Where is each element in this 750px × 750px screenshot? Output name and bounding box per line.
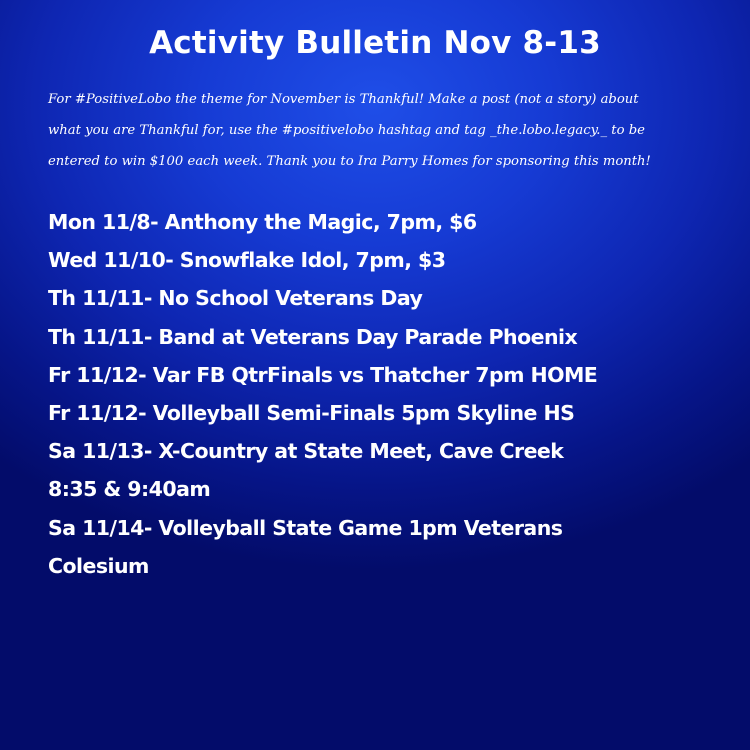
bulletin-title: Activity Bulletin Nov 8-13 [149, 25, 601, 61]
event-item: Th 11/11- No School Veterans Day [48, 286, 423, 311]
event-item: Sa 11/13- X-Country at State Meet, Cave Creek [48, 439, 564, 464]
event-item-continued: Colesium [48, 553, 149, 578]
event-item: Sa 11/14- Volleyball State Game 1pm Veterans [48, 515, 563, 540]
event-item: Fr 11/12- Volleyball Semi-Finals 5pm Skyline HS [48, 401, 575, 426]
event-item: Fr 11/12- Var FB QtrFinals vs Thatcher 7pm HOME [48, 362, 598, 387]
event-item-continued: 8:35 & 9:40am [48, 477, 211, 502]
intro-line: For #PositiveLobo the theme for November is Thankful! Make a post (not a story) about [48, 92, 639, 107]
event-list [48, 203, 738, 585]
positive-lobo-intro [48, 84, 718, 177]
intro-line: entered to win $100 each week. Thank you to Ira Parry Homes for sponsoring this month! [48, 154, 651, 169]
event-item: Mon 11/8- Anthony the Magic, 7pm, $6 [48, 210, 477, 234]
intro-line: what you are Thankful for, use the #positivelobo hashtag and tag _the.lobo.legacy._ to be [48, 123, 645, 138]
event-item: Wed 11/10- Snowflake Idol, 7pm, $3 [48, 248, 446, 273]
event-item: Th 11/11- Band at Veterans Day Parade Phoenix [48, 324, 578, 349]
